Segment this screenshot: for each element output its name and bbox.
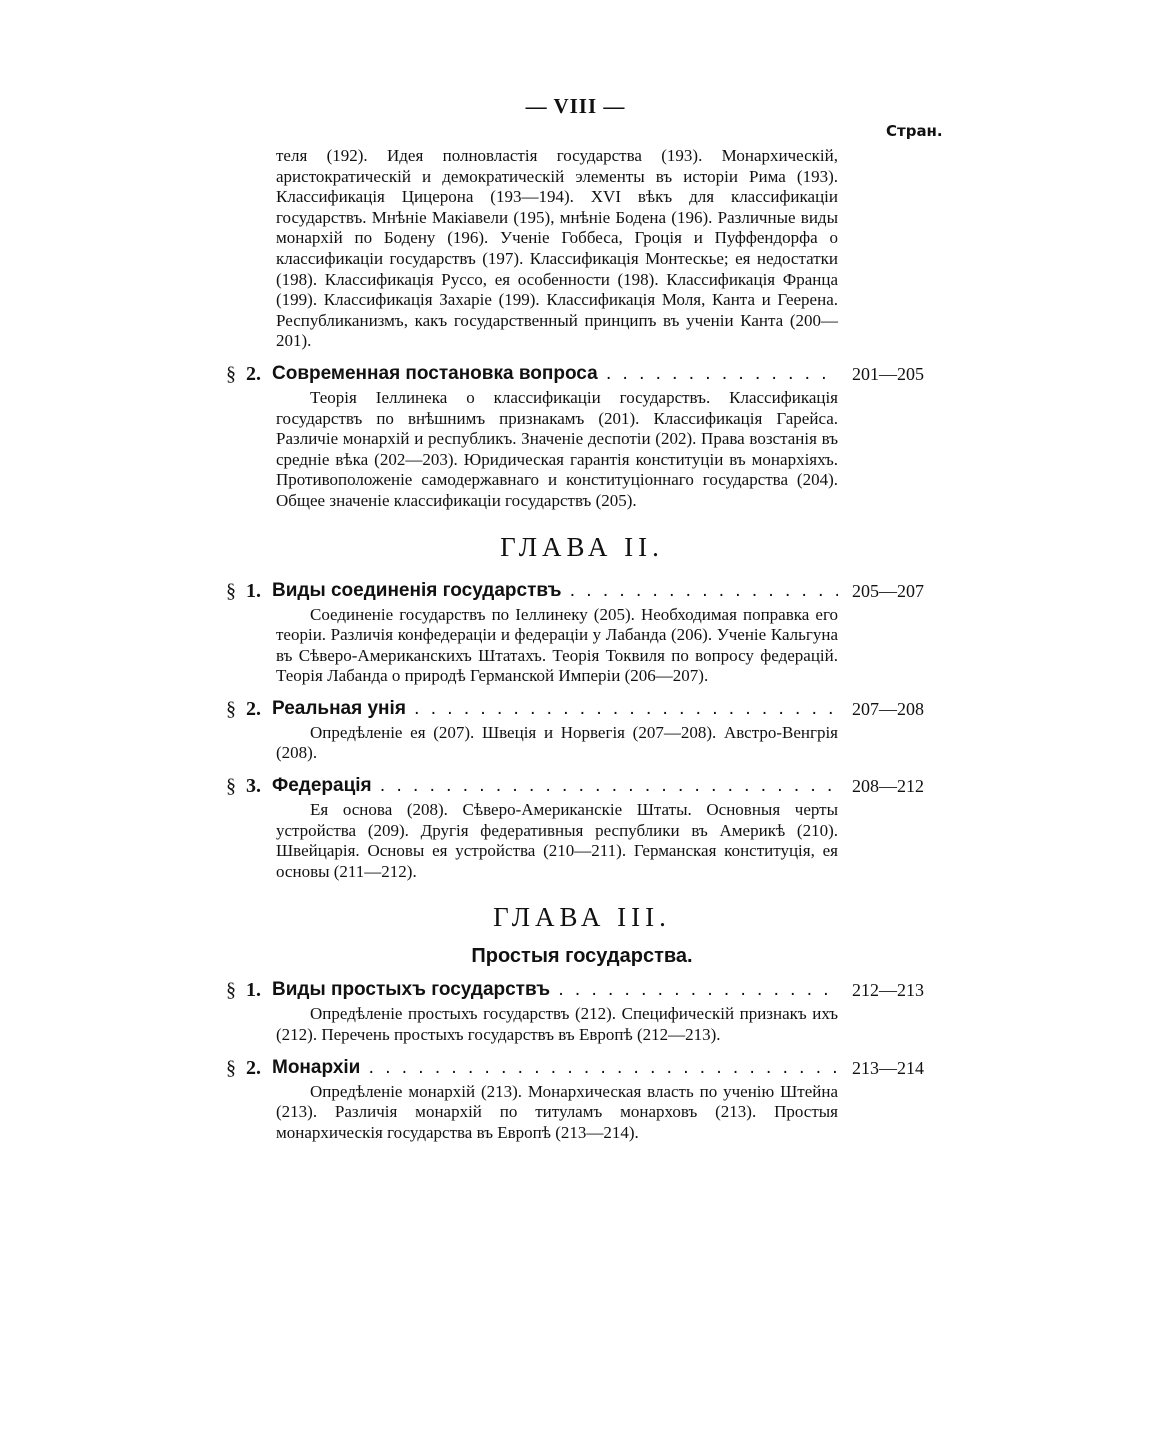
toc-entry-federation (226, 772, 938, 882)
pages-column-label: Стран. (886, 122, 943, 140)
section-symbol: § (226, 579, 236, 602)
chapter-3-subtitle: Простыя государства. (471, 945, 693, 968)
chapter-2-title: ГЛАВА II. (500, 531, 664, 562)
page-range: 201—205 (852, 363, 924, 384)
section-summary: Опредѣленіе монархій (213). Монархическая власть по ученію Штейна (213). Различія монархій по титуламъ монарховъ (213). Простыя монархическія государства въ Европѣ (213—214). (276, 1081, 838, 1142)
page-range: 205—207 (852, 580, 924, 601)
toc-entry-current-question (226, 360, 938, 512)
section-summary: Опредѣленіе ея (207). Швеція и Норвегія (207—208). Австро-Венгрія (208). (276, 722, 838, 763)
page-range: 207—208 (852, 698, 924, 719)
entry-heading[interactable] (226, 577, 938, 605)
section-title: Реальная унія . . . (272, 695, 838, 723)
section-title: Монархіи . . . (272, 1054, 838, 1082)
toc-entry-real-union (226, 695, 938, 764)
section-summary: Соединеніе государствъ по Іеллинеку (205). Необходимая поправка его теоріи. Различія конфедераціи и федераціи у Лабанда (206). Ученіе Кальгуна въ Сѣверо-Американскихъ Штатахъ. Теорія Токвиля по вопросу федерацій. Теорія Лабанда о природѣ Германской Имперіи (206—207). (276, 604, 838, 686)
section-symbol: § (226, 979, 236, 1002)
toc-entry-monarchies (226, 1054, 938, 1144)
section-title: Виды соединенія государствъ . . . (272, 577, 838, 605)
section-summary: Опредѣленіе простыхъ государствъ (212). Специфическій признакъ ихъ (212). Перечень простыхъ государствъ въ Европѣ (212—213). (276, 1004, 838, 1045)
chapter-3-title: ГЛАВА III. (493, 902, 671, 933)
section-title: Виды простыхъ государствъ . . . (272, 976, 838, 1004)
section-title: Современная постановка вопроса . . . (272, 360, 838, 388)
entry-heading[interactable] (226, 360, 938, 388)
section-summary: Теорія Іеллинека о классификаціи государствъ. Классификація государствъ по внѣшнимъ признакамъ (201). Классификація Гарейса. Различіе монархій и республикъ. Значеніе деспотіи (202). Права возстанія въ средніе вѣка (202—203). Юридическая гарантія конституціи въ монархіяхъ. Противоположеніе самодержавнаго и конституціоннаго государства (204). Общее значеніе классификаціи государствъ (205). (276, 387, 838, 510)
section-number: 2. (246, 697, 261, 720)
toc-entry-unions (226, 577, 938, 687)
section-symbol: § (226, 697, 236, 720)
page-number: — VIII — (525, 94, 626, 118)
entry-heading[interactable] (226, 976, 938, 1004)
section-symbol: § (226, 1056, 236, 1079)
entry-heading[interactable] (226, 695, 938, 723)
section-number: 2. (246, 1056, 261, 1079)
section-number: 3. (246, 775, 261, 798)
section-symbol: § (226, 362, 236, 385)
continued-paragraph: теля (192). Идея полновластія государства (193). Монархическій, аристократическій и демократическій элементы въ исторіи Рима (193). Классификація Цицерона (193—194). XVI вѣкъ для классификаціи государствъ. Мнѣніе Макіавели (195), мнѣніе Бодена (196). Различные виды монархій по Бодену (196). Ученіе Гоббеса, Гроція и Пуффендорфа о классификаціи государствъ (197). Классификація Монтескье; ея недостатки (198). Классификація Руссо, ея особенности (198). Классификація Франца (199). Классификація Захаріе (199). Классификація Моля, Канта и Геерена. Республиканизмъ, какъ государственный принципъ въ ученіи Канта (200—201). (276, 146, 838, 351)
entry-heading[interactable] (226, 772, 938, 800)
entry-heading[interactable] (226, 1054, 938, 1082)
section-symbol: § (226, 775, 236, 798)
page-range: 212—213 (852, 980, 924, 1001)
section-summary: Ея основа (208). Сѣверо-Американскіе Штаты. Основныя черты устройства (209). Другія федеративныя республики въ Америкѣ (210). Швейцарія. Основы ея устройства (210—211). Германская конституція, ея основы (211—212). (276, 800, 838, 881)
table-of-contents (226, 146, 938, 1143)
section-number: 1. (246, 979, 261, 1002)
page-range: 208—212 (852, 776, 924, 797)
toc-entry-simple-states (226, 976, 938, 1045)
section-number: 2. (246, 362, 261, 385)
section-title: Федерація . . . (272, 772, 838, 800)
page-range: 213—214 (852, 1057, 924, 1078)
section-number: 1. (246, 579, 261, 602)
